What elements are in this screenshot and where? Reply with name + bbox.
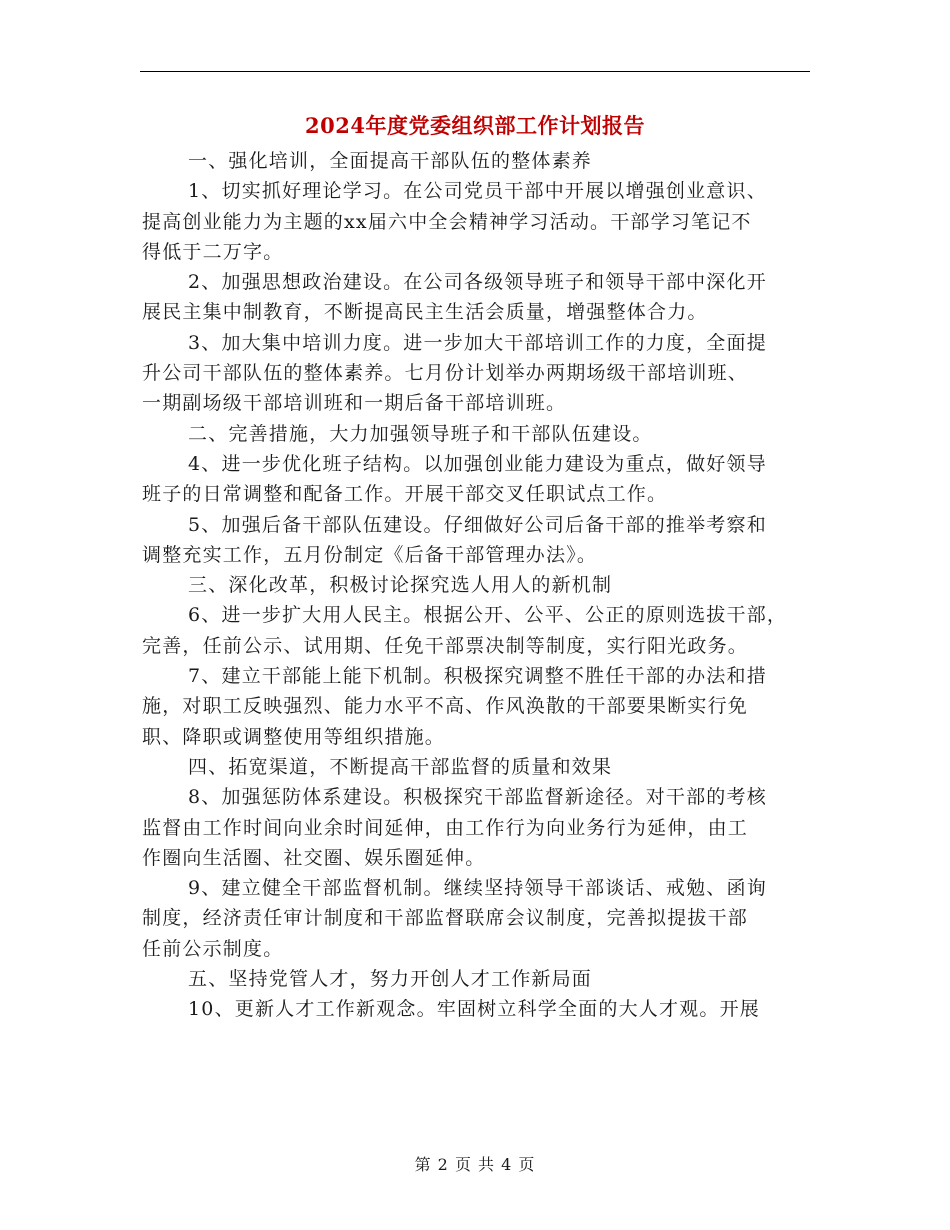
text-line: 2、加强思想政治建设。在公司各级领导班子和领导干部中深化开 (188, 271, 767, 294)
text-line: 监督由工作时间向业余时间延伸，由工作行为向业务行为延伸，由工 (142, 816, 749, 839)
text-line: 施，对职工反映强烈、能力水平不高、作风涣散的干部要果断实行免 (142, 695, 749, 718)
text-line: 二、完善措施，大力加强领导班子和干部队伍建设。 (188, 422, 653, 445)
text-line: 3、加大集中培训力度。进一步加大干部培训工作的力度，全面提 (188, 331, 767, 354)
text-line: 得低于二万字。 (142, 240, 284, 263)
text-line: 五、坚持党管人才，努力开创人才工作新局面 (188, 968, 593, 991)
text-line: 班子的日常调整和配备工作。开展干部交叉任职试点工作。 (142, 483, 668, 506)
text-line: 5、加强后备干部队伍建设。仔细做好公司后备干部的推举考察和 (188, 513, 767, 536)
text-line: 任前公示制度。 (142, 937, 284, 960)
text-line: 4、进一步优化班子结构。以加强创业能力建设为重点，做好领导 (188, 452, 767, 475)
text-line: 7、建立干部能上能下机制。积极探究调整不胜任干部的办法和措 (188, 665, 767, 688)
text-line: 展民主集中制教育，不断提高民主生活会质量，增强整体合力。 (142, 301, 708, 324)
text-line: 6、进一步扩大用人民主。根据公开、公平、公正的原则选拔干部， (188, 604, 788, 627)
document-title: 2024年度党委组织部工作计划报告 (305, 113, 645, 138)
document-body (142, 146, 812, 1025)
page-number: 第 2 页 共 4 页 (414, 1155, 536, 1174)
text-line: 一、强化培训，全面提高干部队伍的整体素养 (188, 150, 593, 172)
text-line: 职、降职或调整使用等组织措施。 (142, 725, 446, 748)
text-line: 10、更新人才工作新观念。牢固树立科学全面的大人才观。开展 (188, 998, 760, 1021)
text-line: 9、建立健全干部监督机制。继续坚持领导干部谈话、戒勉、函询 (188, 877, 767, 900)
text-line: 1、切实抓好理论学习。在公司党员干部中开展以增强创业意识、 (188, 180, 767, 203)
text-line: 升公司干部队伍的整体素养。七月份计划举办两期场级干部培训班、 (142, 362, 749, 385)
text-line: 调整充实工作，五月份制定《后备干部管理办法》。 (142, 543, 598, 566)
text-line: 三、深化改革，积极讨论探究选人用人的新机制 (188, 574, 613, 597)
text-line: 8、加强惩防体系建设。积极探究干部监督新途径。对干部的考核 (188, 786, 767, 809)
text-line: 作圈向生活圈、社交圈、娱乐圈延伸。 (142, 846, 486, 869)
text-line: 提高创业能力为主题的xx届六中全会精神学习活动。干部学习笔记不 (142, 210, 752, 233)
text-line: 制度，经济责任审计制度和干部监督联席会议制度，完善拟提拔干部 (142, 907, 749, 930)
text-line: 四、拓宽渠道，不断提高干部监督的质量和效果 (188, 755, 613, 778)
text-line: 一期副场级干部培训班和一期后备干部培训班。 (142, 392, 567, 415)
header-rule (140, 71, 810, 72)
text-line: 完善，任前公示、试用期、任免干部票决制等制度，实行阳光政务。 (142, 634, 749, 657)
